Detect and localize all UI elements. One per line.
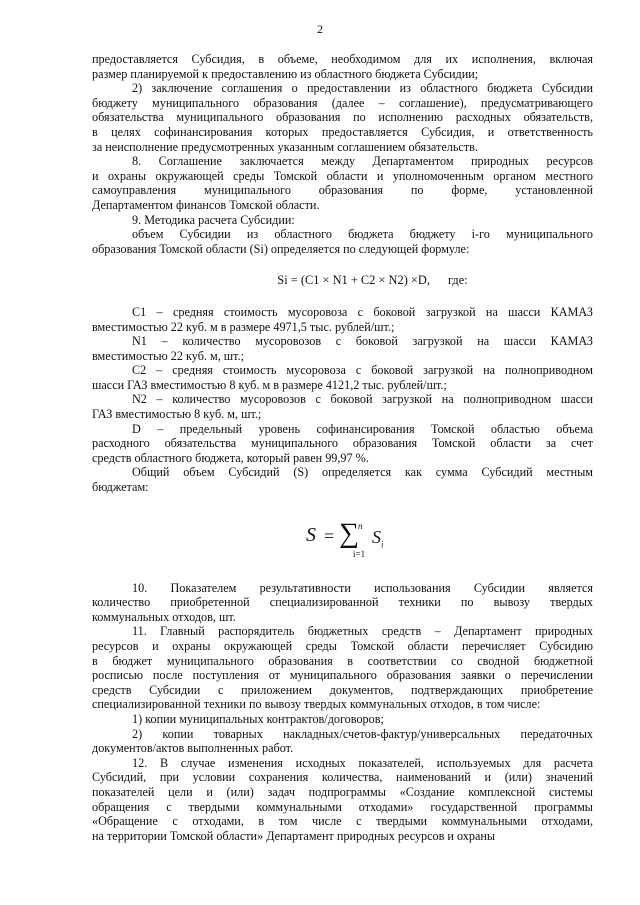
paragraph-line: шасси ГАЗ вместимостью 8 куб. м в размере 4121,2 тыс. рублей/шт.; xyxy=(92,377,447,392)
paragraph-line: документов/актов выполненных работ. xyxy=(92,741,294,756)
paragraph-line: ресурсов и охраны окружающей среды Томской области перечисляет Субсидию xyxy=(92,639,593,653)
paragraph-line: Департаментом финансов Томской области. xyxy=(92,197,320,212)
paragraph-line: и охраны окружающей среды Томской области и уполномоченным органом местного xyxy=(92,168,593,183)
section-variables xyxy=(92,305,593,495)
paragraph-line: Субсидий, при условии сохранения количества, наименований и (или) значений xyxy=(92,770,593,785)
paragraph-line: ГАЗ вместимостью 8 куб. м, шт.; xyxy=(92,407,262,422)
paragraph-line: бюджетам: xyxy=(92,480,149,495)
sum-upper-limit: n xyxy=(358,520,363,531)
total-sum-formula xyxy=(92,505,593,573)
subsidy-formula-where: где: xyxy=(447,273,468,288)
paragraph-line: 11. Главный распорядитель бюджетных средств – Департамент природных xyxy=(132,624,593,639)
subsidy-formula xyxy=(92,273,593,288)
paragraph-line: 2) заключение соглашения о предоставлении из областного бюджета Субсидии xyxy=(132,81,593,96)
paragraph-line: 1) копии муниципальных контрактов/договоров; xyxy=(132,711,384,726)
sigma-symbol: ∑ xyxy=(339,517,359,549)
paragraph-line: 9. Методика расчета Субсидии: xyxy=(132,212,295,227)
paragraph-line: «Обращение с отходами, в том числе с твердыми коммунальными отходами, xyxy=(92,814,593,829)
paragraph-line: вместимостью 22 куб. м в размере 4971,5 тыс. рублей/шт.; xyxy=(92,319,395,334)
paragraph-line: образования Томской области (Si) определяется по следующей формуле: xyxy=(92,241,470,256)
paragraph-line: D – предельный уровень софинансирования Томской областью объема xyxy=(132,421,593,436)
section-after-formula xyxy=(92,581,593,844)
paragraph-line: 10. Показателем результативности использования Субсидии является xyxy=(132,580,593,595)
paragraph-line: самоуправления муниципального образования по форме, установленной xyxy=(92,183,593,198)
paragraph-line: бюджету муниципального образования (далее – соглашение), предусматривающего xyxy=(92,95,593,110)
page-number: 2 xyxy=(317,22,323,36)
paragraph-line: 8. Соглашение заключается между Департаментом природных ресурсов xyxy=(132,154,593,169)
paragraph-line: обращения с твердыми коммунальными отходами» государственной программы xyxy=(92,799,593,814)
section-before-formula xyxy=(92,52,593,256)
paragraph-line: вместимостью 22 куб. м, шт.; xyxy=(92,348,245,363)
paragraph-line: расходного обязательства муниципального образования Томской области за счет xyxy=(92,436,593,451)
paragraph-line: N2 – количество мусоровозов с боковой загрузкой на полноприводном шасси xyxy=(132,392,593,407)
paragraph-line: показателей цели и (или) задач подпрограммы «Создание комплексной системы xyxy=(92,784,593,799)
paragraph-line: коммунальных отходов, шт. xyxy=(92,609,236,624)
paragraph-line: обязательства муниципального образования по исполнению расходных обязательств, xyxy=(92,110,593,125)
paragraph-line: 12. В случае изменения исходных показателей, используемых для расчета xyxy=(132,755,593,770)
paragraph-line: количество приобретенной специализированной техники по вывозу твердых xyxy=(92,595,593,610)
paragraph-line: объем Субсидии из областного бюджета бюджету i-го муниципального xyxy=(132,227,593,242)
paragraph-line: 2) копии товарных накладных/счетов-фактур/универсальных передаточных xyxy=(132,726,593,741)
paragraph-line: на территории Томской области» Департамент природных ресурсов и охраны xyxy=(92,828,496,843)
paragraph-line: средств Субсидии с приложением документов, подтверждающих приобретение xyxy=(92,682,593,697)
paragraph-line: C2 – средняя стоимость мусоровоза с боковой загрузкой на полноприводном xyxy=(132,363,593,378)
paragraph-line: средств областного бюджета, который равен 99,97 %. xyxy=(92,450,369,465)
sum-lower-limit: i=1 xyxy=(353,548,366,559)
paragraph-line: размер планируемой к предоставлению из областного бюджета Субсидии; xyxy=(92,66,479,81)
paragraph-line: N1 – количество мусоровозов с боковой загрузкой на шасси КАМАЗ xyxy=(132,334,593,349)
paragraph-line: специализированной техники по вывозу твердых коммунальных отходов, в том числе: xyxy=(92,697,541,712)
paragraph-line: предоставляется Субсидия, в объеме, необходимом для их исполнения, включая xyxy=(92,52,593,66)
subsidy-formula-expression: Si = (C1 × N1 + C2 × N2) ×D, xyxy=(277,273,430,288)
sum-term: $S_i$ xyxy=(372,526,384,550)
paragraph-line: в целях софинансирования которых предоставляется Субсидия, и ответственность xyxy=(92,124,593,139)
paragraph-line: C1 – средняя стоимость мусоровоза с боковой загрузкой на шасси КАМАЗ xyxy=(132,304,593,319)
paragraph-line: Общий объем Субсидий (S) определяется как сумма Субсидий местным xyxy=(132,465,593,480)
sum-lhs: S xyxy=(306,523,316,546)
paragraph-line: в бюджет муниципального образования в соответствии со сводной бюджетной xyxy=(92,653,593,668)
document-body xyxy=(92,52,593,843)
paragraph-line: за неисполнение предусмотренных указанным соглашением обязательств. xyxy=(92,139,478,154)
paragraph-line: росписью после поступления от муниципального образования заявки о перечислении xyxy=(92,668,593,683)
sum-equals: = xyxy=(324,525,335,546)
